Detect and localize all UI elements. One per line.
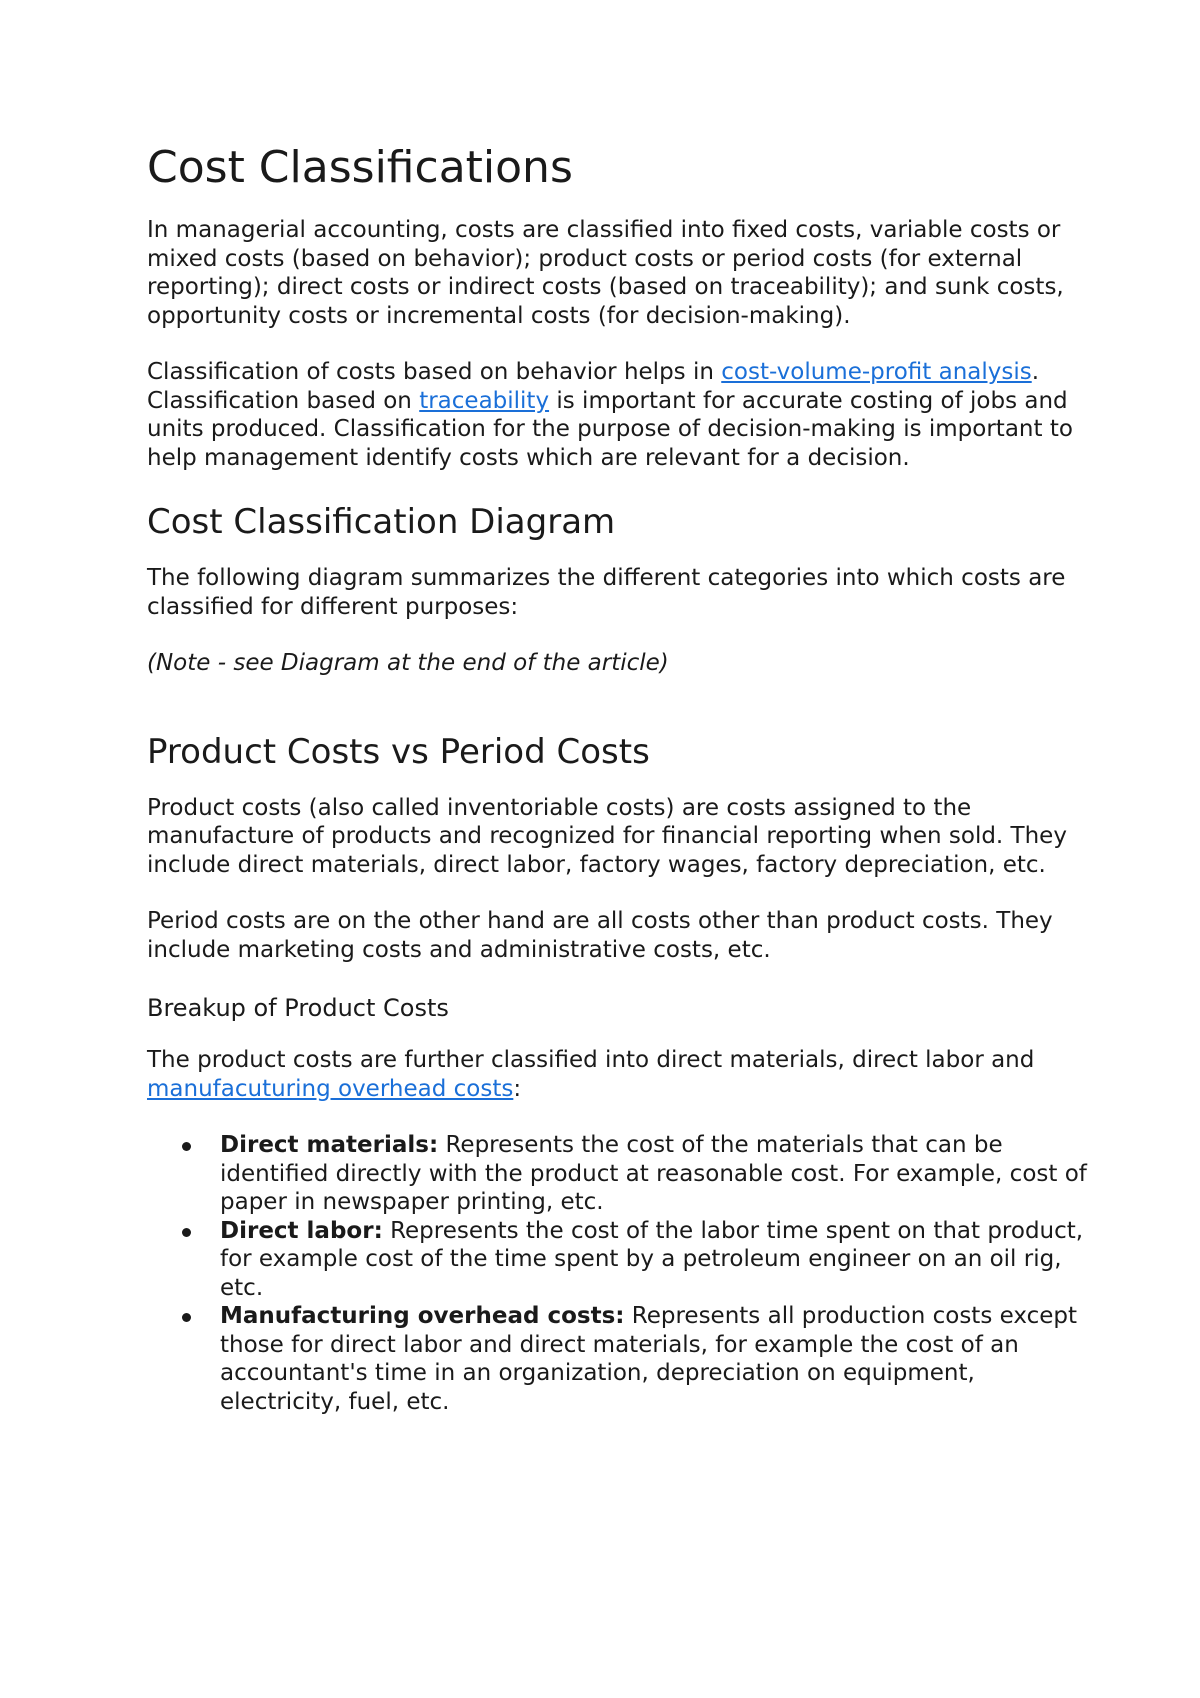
page-title: Cost Classifications	[147, 142, 573, 193]
product-cost-list	[147, 1131, 1087, 1416]
breakup-paragraph	[147, 1046, 1087, 1103]
traceability-link[interactable]: traceability	[419, 387, 550, 414]
classification-text-1: Classification of costs based on behavior helps in	[147, 359, 722, 385]
list-item	[220, 1131, 1087, 1217]
intro-paragraph: In managerial accounting, costs are classified into fixed costs, variable costs or mixed costs (based on behavior); product costs or period costs (for external reporting); direct costs or indirect costs (based on traceability); and sunk costs, opportunity costs or incremental costs (for decision-making).	[147, 217, 1064, 329]
breakup-heading: Breakup of Product Costs	[147, 994, 449, 1022]
list-item-text: Represents the cost of the materials that can be identified directly with the product at reasonable cost. For example, cost of paper in newspaper printing, etc.	[220, 1132, 1087, 1215]
list-item-text: Represents all production costs except those for direct labor and direct materials, for example the cost of an accountant's time in an organization, depreciation on equipment, electricity, fuel, etc.	[220, 1303, 1077, 1415]
diagram-heading: Cost Classification Diagram	[147, 502, 616, 542]
manufacturing-overhead-link[interactable]: manufacuturing overhead costs	[147, 1075, 514, 1102]
list-item	[220, 1217, 1087, 1303]
document-page	[147, 140, 1087, 1416]
list-item	[220, 1302, 1087, 1416]
breakup-text-2: :	[513, 1075, 522, 1102]
list-item-term: Manufacturing overhead costs:	[220, 1303, 625, 1329]
classification-text-3: is important for accurate costing of jobs and units produced. Classification for the purpose of decision-making is important to help management identify costs which are relevant for a decision.	[147, 387, 1073, 471]
product-vs-period-heading: Product Costs vs Period Costs	[147, 731, 650, 772]
bullet-icon	[182, 1142, 191, 1151]
diagram-paragraph: The following diagram summarizes the different categories into which costs are classified for different purposes:	[147, 565, 1066, 620]
product-costs-paragraph: Product costs (also called inventoriable costs) are costs assigned to the manufacture of products and recognized for financial reporting when sold. They include direct materials, direct labor, factory wages, factory depreciation, etc.	[147, 794, 1067, 878]
bullet-icon	[182, 1313, 191, 1322]
diagram-note: (Note - see Diagram at the end of the article)	[147, 650, 669, 676]
cvp-analysis-link[interactable]: cost-volume-profit analysis	[721, 359, 1032, 385]
list-item-term: Direct materials:	[220, 1132, 439, 1158]
bullet-icon	[182, 1228, 191, 1237]
list-item-term: Direct labor:	[220, 1217, 383, 1244]
breakup-text-1: The product costs are further classified into direct materials, direct labor and	[147, 1047, 1035, 1073]
list-item-text: Represents the cost of the labor time spent on that product, for example cost of the time spent by a petroleum engineer on an oil rig, etc.	[220, 1217, 1084, 1301]
classification-text-2: . Classification based on	[147, 359, 1040, 414]
classification-paragraph	[147, 358, 1087, 472]
period-costs-paragraph: Period costs are on the other hand are all costs other than product costs. They include marketing costs and administrative costs, etc.	[147, 908, 1053, 963]
